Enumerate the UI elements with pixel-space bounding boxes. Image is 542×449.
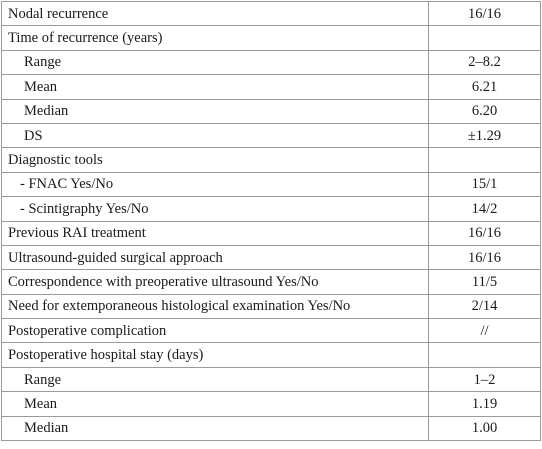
- row-label: Median: [2, 99, 429, 123]
- row-value: 11/5: [429, 270, 541, 294]
- table-row: [2, 99, 541, 123]
- table-body: [2, 2, 541, 441]
- table-row: [2, 50, 541, 74]
- row-value: 1–2: [429, 367, 541, 391]
- table-row: [2, 367, 541, 391]
- table-row: [2, 319, 541, 343]
- table-row: [2, 416, 541, 440]
- row-value: 15/1: [429, 172, 541, 196]
- row-label: Ultrasound-guided surgical approach: [2, 245, 429, 269]
- row-label: Nodal recurrence: [2, 2, 429, 26]
- row-value: 6.20: [429, 99, 541, 123]
- row-label: Median: [2, 416, 429, 440]
- row-label: Mean: [2, 75, 429, 99]
- row-value: 1.19: [429, 392, 541, 416]
- table-row: [2, 294, 541, 318]
- section-value-cell: [429, 26, 541, 50]
- section-value-cell: [429, 148, 541, 172]
- table-row: [2, 123, 541, 147]
- row-value: 2–8.2: [429, 50, 541, 74]
- row-label: Range: [2, 50, 429, 74]
- row-value: 16/16: [429, 2, 541, 26]
- table-row: [2, 197, 541, 221]
- table-row: [2, 75, 541, 99]
- row-value: 6.21: [429, 75, 541, 99]
- section-label: Diagnostic tools: [2, 148, 429, 172]
- row-label: - FNAC Yes/No: [2, 172, 429, 196]
- row-value: 14/2: [429, 197, 541, 221]
- row-value: 1.00: [429, 416, 541, 440]
- table-row: [2, 392, 541, 416]
- section-label: Postoperative hospital stay (days): [2, 343, 429, 367]
- row-label: Previous RAI treatment: [2, 221, 429, 245]
- row-value: 16/16: [429, 221, 541, 245]
- row-value: ±1.29: [429, 123, 541, 147]
- row-label: Postoperative complication: [2, 319, 429, 343]
- table-section-row: [2, 343, 541, 367]
- row-label: Need for extemporaneous histological examination Yes/No: [2, 294, 429, 318]
- table-row: [2, 245, 541, 269]
- row-label: Correspondence with preoperative ultrasound Yes/No: [2, 270, 429, 294]
- table-row: [2, 221, 541, 245]
- row-label: Range: [2, 367, 429, 391]
- table-row: [2, 2, 541, 26]
- row-value: //: [429, 319, 541, 343]
- table-section-row: [2, 26, 541, 50]
- row-label: - Scintigraphy Yes/No: [2, 197, 429, 221]
- nodal-recurrence-table: [1, 1, 541, 441]
- section-label: Time of recurrence (years): [2, 26, 429, 50]
- table-row: [2, 172, 541, 196]
- table-row: [2, 270, 541, 294]
- row-label: DS: [2, 123, 429, 147]
- row-value: 16/16: [429, 245, 541, 269]
- table-section-row: [2, 148, 541, 172]
- row-label: Mean: [2, 392, 429, 416]
- row-value: 2/14: [429, 294, 541, 318]
- section-value-cell: [429, 343, 541, 367]
